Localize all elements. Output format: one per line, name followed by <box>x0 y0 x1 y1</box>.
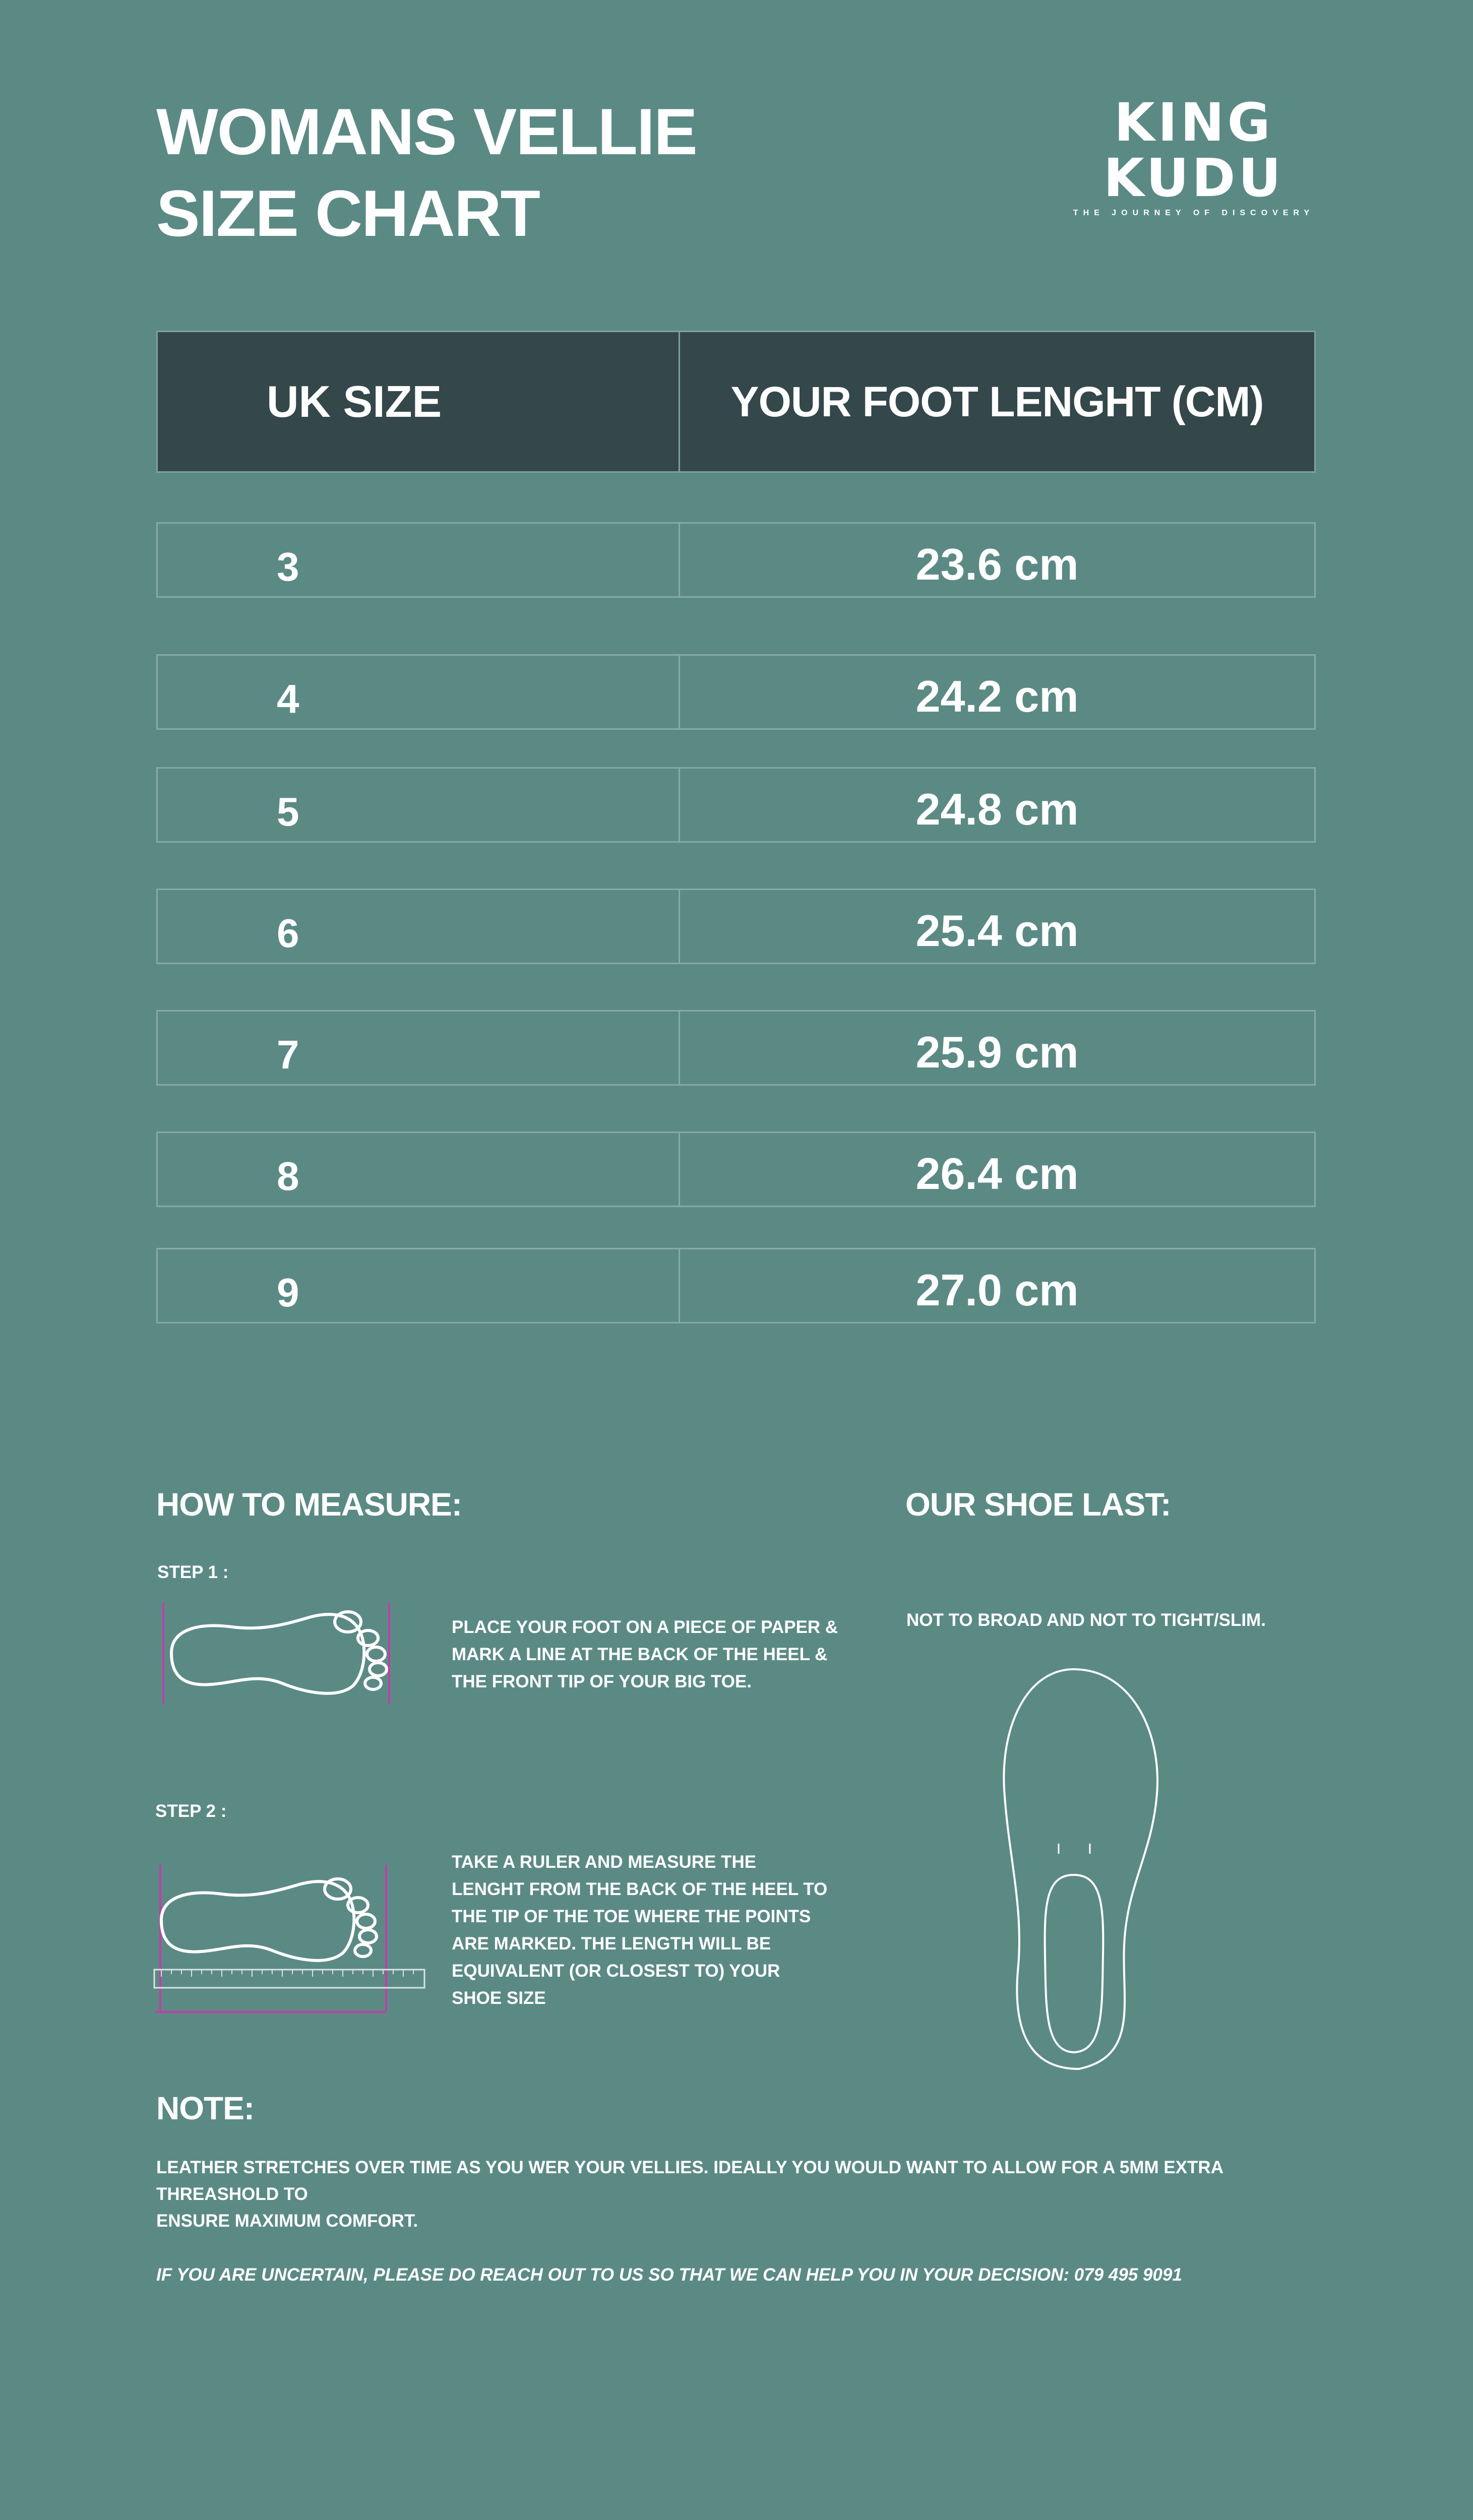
step-1-text <box>452 1614 838 1695</box>
step-2-text <box>452 1849 827 2012</box>
note-text <box>156 2154 1326 2234</box>
step-2-line: TAKE A RULER AND MEASURE THE <box>452 1852 757 1872</box>
size-cell: 7 <box>158 1012 680 1084</box>
ruler-icon <box>154 1970 424 1988</box>
table-row <box>156 1131 1316 1207</box>
note-heading: NOTE: <box>156 2090 255 2126</box>
length-cell: 24.2 cm <box>915 671 1079 721</box>
header-uk-size: UK SIZE <box>158 332 680 471</box>
step-1-line: MARK A LINE AT THE BACK OF THE HEEL & <box>452 1645 828 1664</box>
table-row <box>156 522 1316 598</box>
shoe-last-text: NOT TO BROAD AND NOT TO TIGHT/SLIM. <box>906 1610 1266 1630</box>
length-cell: 25.9 cm <box>915 1027 1079 1077</box>
brand-logo <box>1068 92 1320 218</box>
logo-name: KING KUDU <box>1103 92 1284 209</box>
length-cell: 24.8 cm <box>915 784 1079 834</box>
size-cell: 3 <box>158 524 680 596</box>
shoe-last-icon <box>998 1663 1164 2076</box>
foot-ruler-illustration <box>151 1860 428 2021</box>
step-2-line: ARE MARKED. THE LENGTH WILL BE <box>452 1934 771 1954</box>
how-to-measure-heading: HOW TO MEASURE: <box>156 1486 462 1523</box>
length-cell: 26.4 cm <box>915 1149 1079 1199</box>
size-cell: 6 <box>158 890 680 963</box>
size-cell: 5 <box>158 769 680 841</box>
header-foot-length: YOUR FOOT LENGHT (CM) <box>730 377 1264 425</box>
table-row <box>156 767 1316 843</box>
step-2-line: SHOE SIZE <box>452 1988 546 2008</box>
size-cell: 8 <box>158 1133 680 1206</box>
table-row <box>156 1010 1316 1086</box>
table-row <box>156 1248 1316 1324</box>
step-2-line: THE TIP OF THE TOE WHERE THE POINTS <box>452 1907 811 1926</box>
step-1-line: THE FRONT TIP OF YOUR BIG TOE. <box>452 1672 752 1691</box>
logo-tagline: THE JOURNEY OF DISCOVERY <box>1073 209 1315 217</box>
size-table-header <box>156 331 1316 473</box>
length-cell: 25.4 cm <box>915 906 1079 956</box>
title-line-1: WOMANS VELLIE <box>156 95 697 168</box>
note-line-1: LEATHER STRETCHES OVER TIME AS YOU WER YOUR VELLIES. IDEALLY YOU WOULD WANT TO ALLOW FOR A 5MM EXTRA THREASHOLD TO <box>156 2158 1223 2204</box>
step-2-line: LENGHT FROM THE BACK OF THE HEEL TO <box>452 1879 828 1899</box>
step-2-label: STEP 2 : <box>155 1801 227 1821</box>
shoe-last-heading: OUR SHOE LAST: <box>905 1486 1171 1523</box>
size-cell: 9 <box>158 1249 680 1322</box>
foot-outline-icon <box>156 1598 403 1709</box>
note-line-2: ENSURE MAXIMUM COMFORT. <box>156 2211 418 2231</box>
length-cell: 23.6 cm <box>915 539 1079 589</box>
size-cell: 4 <box>158 656 680 728</box>
table-row <box>156 889 1316 964</box>
step-1-label: STEP 1 : <box>157 1562 229 1582</box>
table-row <box>156 654 1316 730</box>
page-title <box>156 91 697 254</box>
contact-text: IF YOU ARE UNCERTAIN, PLEASE DO REACH OUT TO US SO THAT WE CAN HELP YOU IN YOUR DECISION: 079 495 9091 <box>156 2265 1182 2285</box>
length-cell: 27.0 cm <box>915 1265 1079 1315</box>
step-1-line: PLACE YOUR FOOT ON A PIECE OF PAPER & <box>452 1617 838 1637</box>
title-line-2: SIZE CHART <box>156 176 539 250</box>
step-2-line: EQUIVALENT (OR CLOSEST TO) YOUR <box>452 1961 780 1981</box>
